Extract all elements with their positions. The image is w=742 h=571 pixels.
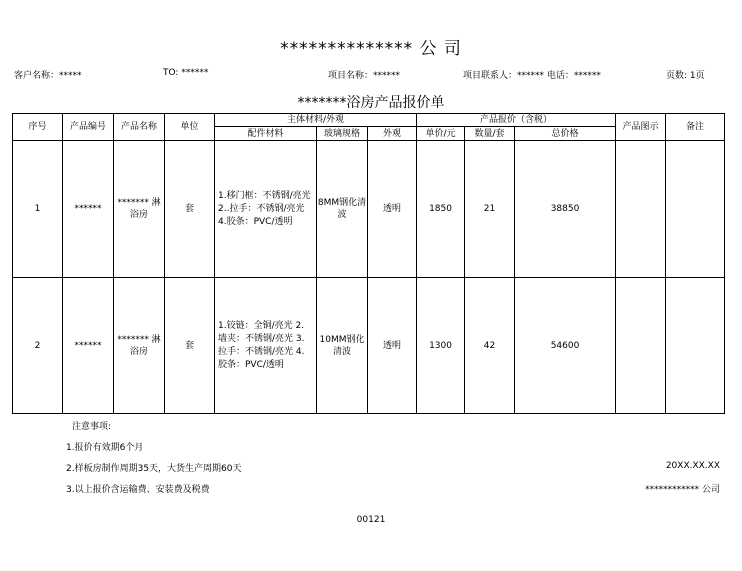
cell-remark xyxy=(666,141,725,278)
cell-parts: 1.移门框：不锈钢/亮光 2..拉手：不锈钢/亮光 4.胶条：PVC/透明 xyxy=(215,141,317,278)
note-item: 2.样板房制作周期35天，大货生产周期60天 xyxy=(66,464,242,474)
header-code: 产品编号 xyxy=(63,114,114,141)
cell-name: ******* 淋浴房 xyxy=(114,278,165,414)
cell-remark xyxy=(666,278,725,414)
quote-title: *******浴房产品报价单 xyxy=(297,95,445,111)
cell-total: 38850 xyxy=(515,141,616,278)
page-number: 00121 xyxy=(356,515,386,525)
cell-name: ******* 淋浴房 xyxy=(114,141,165,278)
cell-code: ****** xyxy=(63,278,114,414)
header-unit-price: 单价/元 xyxy=(417,127,465,141)
cell-unit-price: 1850 xyxy=(417,141,465,278)
company-name: ************** 公 司 xyxy=(280,39,462,59)
to-field: TO: ****** xyxy=(163,68,209,78)
footer-company: ************ 公司 xyxy=(645,485,720,495)
cell-code: ****** xyxy=(63,141,114,278)
header-remark: 备注 xyxy=(666,114,725,141)
header-seq: 序号 xyxy=(13,114,63,141)
header-appearance: 外观 xyxy=(368,127,417,141)
cell-unit: 套 xyxy=(165,278,215,414)
quote-table xyxy=(12,113,725,414)
cell-glass: 8MM钢化清波 xyxy=(317,141,368,278)
project-contact: 项目联系人：****** 电话：****** xyxy=(463,71,601,81)
cell-qty: 42 xyxy=(465,278,515,414)
cell-total: 54600 xyxy=(515,278,616,414)
header-price-group: 产品报价（含税） xyxy=(417,114,616,127)
cell-parts: 1.铰链：全铜/亮光 2.墙夹：不锈钢/亮光 3.拉手：不锈钢/亮光 4.胶条：PVC/透明 xyxy=(215,278,317,414)
table-header-row xyxy=(13,114,725,127)
cell-appearance: 透明 xyxy=(368,278,417,414)
header-image: 产品图示 xyxy=(616,114,666,141)
quote-date: 20XX.XX.XX xyxy=(665,461,720,471)
cell-qty: 21 xyxy=(465,141,515,278)
note-item: 1.报价有效期6个月 xyxy=(66,443,144,453)
notes-title: 注意事项: xyxy=(72,422,112,432)
cell-seq: 1 xyxy=(13,141,63,278)
cell-unit: 套 xyxy=(165,141,215,278)
header-name: 产品名称 xyxy=(114,114,165,141)
table-row xyxy=(13,278,725,414)
page-count: 页数: 1页 xyxy=(666,71,705,81)
note-item: 3.以上报价含运输费、安装费及税费 xyxy=(66,485,210,495)
cell-image xyxy=(616,141,666,278)
cell-glass: 10MM钢化清波 xyxy=(317,278,368,414)
customer-name: 客户名称：***** xyxy=(14,71,82,81)
cell-unit-price: 1300 xyxy=(417,278,465,414)
header-unit: 单位 xyxy=(165,114,215,141)
header-glass: 玻璃规格 xyxy=(317,127,368,141)
project-name: 项目名称：****** xyxy=(328,71,401,81)
table-row xyxy=(13,141,725,278)
header-parts: 配件材料 xyxy=(215,127,317,141)
header-qty: 数量/套 xyxy=(465,127,515,141)
cell-image xyxy=(616,278,666,414)
cell-seq: 2 xyxy=(13,278,63,414)
header-total: 总价格 xyxy=(515,127,616,141)
cell-appearance: 透明 xyxy=(368,141,417,278)
header-material-group: 主体材料/外观 xyxy=(215,114,417,127)
